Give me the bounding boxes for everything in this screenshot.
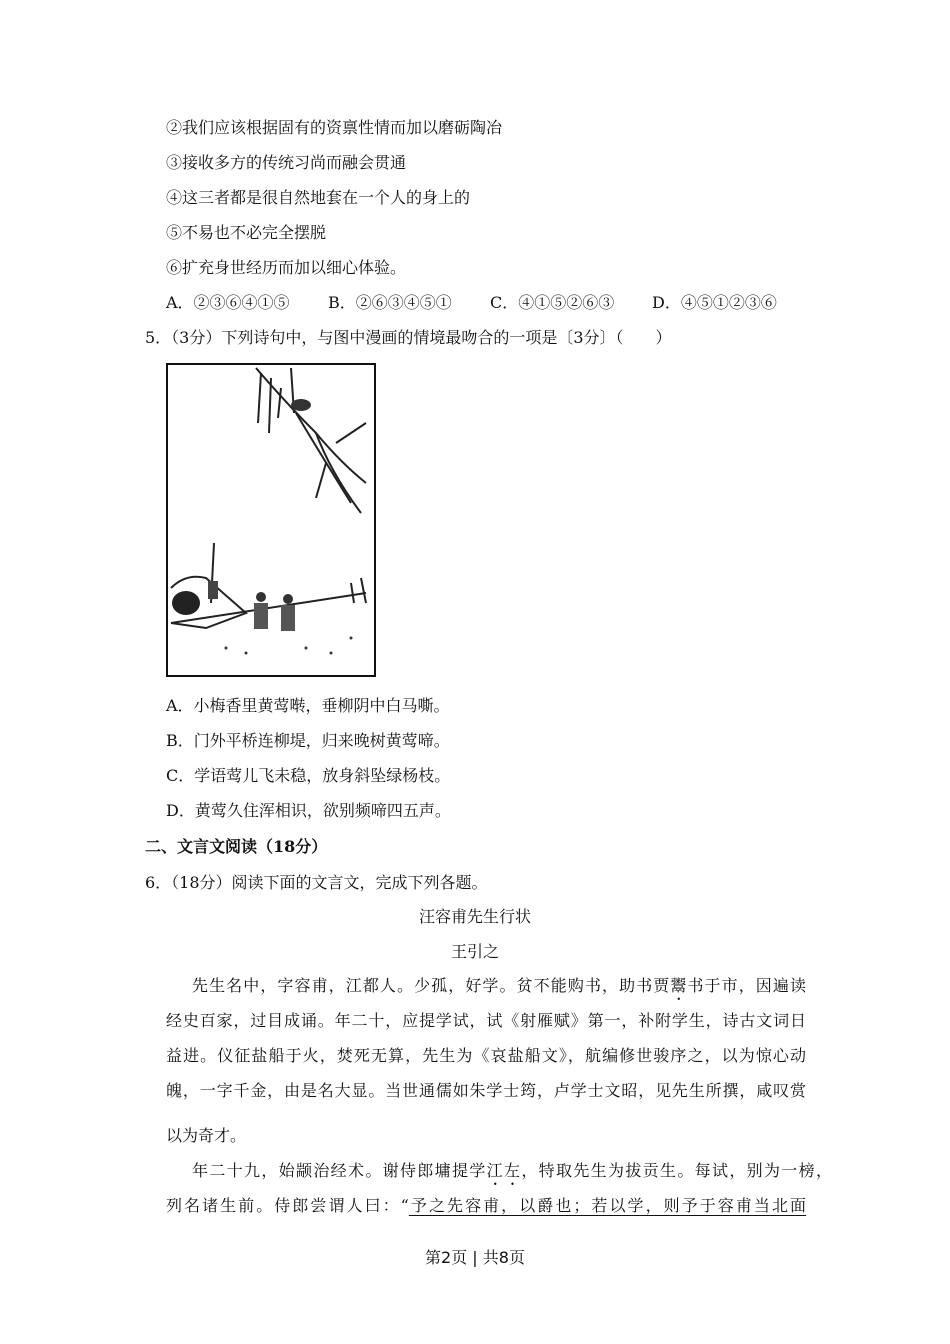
q4-option-a: A．②③⑥④①⑤	[166, 293, 290, 312]
q4-item: ②我们应该根据固有的资禀性情而加以磨砺陶冶	[166, 118, 503, 137]
passage-line: 经史百家，过目成诵。年二十，应提学试，试《射雁赋》第一，补附学生，诗古文词日	[166, 1011, 806, 1030]
q5-option-c: C．学语莺儿飞未稳，放身斜坠绿杨枝。	[166, 766, 451, 785]
q6-stem: 6．（18分）阅读下面的文言文，完成下列各题。	[145, 873, 488, 892]
passage-line	[166, 976, 806, 1004]
text-segment: 列名诸生前。侍郎尝谓人曰：“	[166, 1196, 409, 1215]
text-segment: 先生名中，字容甫，江都人。少孤，好学。贫不能购书，助书贾	[192, 976, 671, 995]
passage-line: 以为奇才。	[166, 1126, 247, 1145]
text-segment: 年二十九，始颛治经术。谢侍郎墉提学	[192, 1161, 487, 1180]
passage-author: 王引之	[450, 942, 499, 961]
q4-item: ⑤不易也不必完全摆脱	[166, 223, 327, 242]
passage-line	[166, 1196, 806, 1216]
passage-line	[166, 1161, 832, 1189]
q4-option-d: D．④⑤①②③⑥	[652, 293, 777, 312]
q5-cartoon-illustration	[166, 363, 376, 677]
q5-stem: 5．（3分）下列诗句中，与图中漫画的情境最吻合的一项是〔3分〕（ ）	[145, 328, 672, 347]
passage-title: 汪容甫先生行状	[418, 907, 531, 926]
q4-item: ⑥扩充身世经历而加以细心体验。	[166, 258, 407, 277]
text-segment: ，特取先生为拔贡生。每试，别为一榜，	[521, 1161, 832, 1180]
text-segment: 书于市，因遍读	[687, 976, 806, 995]
q4-item: ④这三者都是很自然地套在一个人的身上的	[166, 188, 471, 207]
q4-option-b: B．②⑥③④⑤①	[328, 293, 452, 312]
q5-option-a: A．小梅香里黄莺啭，垂柳阴中白马嘶。	[166, 696, 450, 715]
q5-option-b: B．门外平桥连柳堤，归来晚树黄莺啼。	[166, 731, 450, 750]
q4-item: ③接收多方的传统习尚而融会贯通	[166, 153, 407, 172]
q4-option-c: C．④①⑤②⑥③	[490, 293, 615, 312]
q4-options	[166, 293, 814, 313]
underlined-sentence: 予之先容甫，以爵也；若以学，则予于容甫当北面	[408, 1196, 806, 1215]
passage-line: 益进。仪征盐船于火，焚死无算，先生为《哀盐船文》，航编修世骏序之，以为惊心动	[166, 1046, 806, 1065]
q5-option-d: D．黄莺久住浑相识，欲别频啼四五声。	[166, 801, 451, 820]
emphasized-char: 鬻	[670, 976, 688, 995]
page-footer: 第2页 | 共8页	[425, 1248, 525, 1267]
passage-line: 魄，一字千金，由是名大显。当世通儒如朱学士筠，卢学士文昭，见先生所撰，咸叹赏	[166, 1081, 806, 1100]
emphasized-phrase: 江左	[486, 1161, 522, 1180]
section-heading: 二、文言文阅读（18分）	[145, 837, 328, 856]
